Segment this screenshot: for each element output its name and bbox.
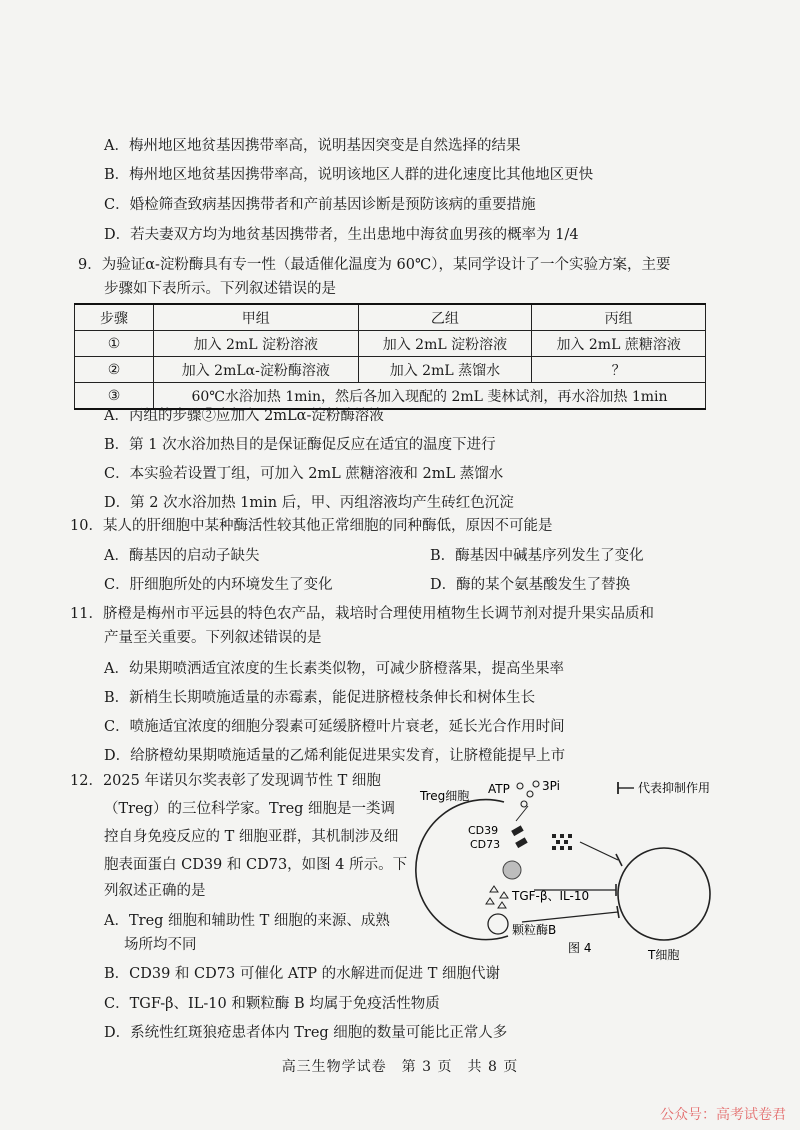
inhibit-arrow-3: [522, 912, 618, 922]
cd39-protein: [511, 825, 524, 836]
q10-option-d: D．酶的某个氨基酸发生了替换: [430, 577, 631, 593]
t-cell: [618, 848, 710, 940]
table-cell: 加入 2mL 淀粉溶液: [358, 331, 532, 357]
table-header: 甲组: [154, 304, 359, 331]
q10-option-b: B．酶基因中碱基序列发生了变化: [430, 548, 644, 564]
q12-stem-line2: （Treg）的三位科学家。Treg 细胞是一类调: [104, 801, 396, 817]
page-footer: 高三生物学试卷 第 3 页 共 8 页: [281, 1059, 519, 1075]
q12-option-d: D．系统性红斑狼疮患者体内 Treg 细胞的数量可能比正常人多: [104, 1025, 508, 1041]
table-cell: ③: [75, 383, 154, 410]
table-cell: ①: [75, 331, 154, 357]
q12-option-a-line2: 场所均不同: [124, 937, 197, 953]
q12-option-a-line1: A．Treg 细胞和辅助性 T 细胞的来源、成熟: [104, 913, 390, 929]
table-cell: 加入 2mL 淀粉溶液: [154, 331, 359, 357]
q11-option-c: C．喷施适宜浓度的细胞分裂素可延缓脐橙叶片衰老，延长光合作用时间: [104, 719, 565, 735]
legend-label: 代表抑制作用: [638, 781, 711, 795]
q11-option-d: D．给脐橙幼果期喷施适量的乙烯利能促进果实发育，让脐橙能提早上市: [104, 748, 566, 764]
figure-caption: 图 4: [568, 941, 592, 955]
q9-stem-line2: 步骤如下表所示。下列叙述错误的是: [104, 281, 336, 297]
table-cell-merged: 60℃水浴加热 1min，然后各加入现配的 2mL 斐林试剂，再水浴加热 1min: [154, 383, 706, 410]
q8-option-c: C．婚检筛查致病基因携带者和产前基因诊断是预防该病的重要措施: [104, 197, 536, 213]
treg-label: Treg细胞: [420, 789, 470, 803]
table-cell: ？: [532, 357, 706, 383]
adenosine-squares: [552, 834, 572, 850]
q9-option-b: B．第 1 次水浴加热目的是保证酶促反应在适宜的温度下进行: [104, 437, 496, 453]
q9-stem-line1: 9．为验证α-淀粉酶具有专一性（最适催化温度为 60℃），某同学设计了一个实验方案，主要: [78, 257, 671, 273]
secretory-vesicle: [503, 861, 521, 879]
table-cell: 加入 2mL 蒸馏水: [358, 357, 532, 383]
q10-option-a: A．酶基因的启动子缺失: [104, 548, 260, 564]
q12-option-b: B．CD39 和 CD73 可催化 ATP 的水解进而促进 T 细胞代谢: [104, 966, 501, 982]
q12-option-c: C．TGF-β、IL-10 和颗粒酶 B 均属于免疫活性物质: [104, 996, 440, 1012]
table-header: 乙组: [358, 304, 532, 331]
tgf-label: TGF-β、IL-10: [512, 889, 590, 903]
cd73-protein: [515, 837, 528, 848]
pi-bubbles: [517, 781, 539, 807]
q9-steps-table: [74, 303, 706, 410]
watermark-text: 公众号：高考试卷君: [660, 1107, 786, 1123]
table-cell: 加入 2mLα-淀粉酶溶液: [154, 357, 359, 383]
q12-stem-line5: 列叙述正确的是: [104, 883, 206, 899]
pi-label: 3Pi: [542, 779, 560, 793]
figure-4-diagram: [412, 776, 732, 966]
cd39-label: CD39: [468, 824, 499, 837]
q12-stem-line1: 12．2025 年诺贝尔奖表彰了发现调节性 T 细胞: [70, 773, 381, 789]
atp-arrow: [516, 806, 528, 821]
granule-vesicle: [488, 914, 508, 934]
q9-option-a: A．丙组的步骤②应加入 2mLα-淀粉酶溶液: [104, 408, 384, 424]
q11-option-b: B．新梢生长期喷施适量的赤霉素，能促进脐橙枝条伸长和树体生长: [104, 690, 536, 706]
q8-option-b: B．梅州地区地贫基因携带率高，说明该地区人群的进化速度比其他地区更快: [104, 167, 594, 183]
inhibit-arrow-1: [580, 842, 618, 860]
table-header: 丙组: [532, 304, 706, 331]
cd73-label: CD73: [470, 838, 501, 851]
q10-stem: 10．某人的肝细胞中某种酶活性较其他正常细胞的同种酶低，原因不可能是: [70, 518, 553, 534]
q8-option-a: A．梅州地区地贫基因携带率高，说明基因突变是自然选择的结果: [104, 138, 521, 154]
tcell-label: T细胞: [648, 948, 680, 962]
q11-stem-line1: 11．脐橙是梅州市平远县的特色农产品，栽培时合理使用植物生长调节剂对提升果实品质和: [70, 606, 654, 622]
q11-option-a: A．幼果期喷洒适宜浓度的生长素类似物，可减少脐橙落果，提高坐果率: [104, 661, 564, 677]
q9-option-d: D．第 2 次水浴加热 1min 后，甲、丙组溶液均产生砖红色沉淀: [104, 495, 514, 511]
granzyme-label: 颗粒酶B: [512, 923, 557, 937]
q10-option-c: C．肝细胞所处的内环境发生了变化: [104, 577, 333, 593]
q11-stem-line2: 产量至关重要。下列叙述错误的是: [104, 630, 322, 646]
q9-option-c: C．本实验若设置丁组，可加入 2mL 蔗糖溶液和 2mL 蒸馏水: [104, 466, 504, 482]
q12-stem-line3: 控自身免疫反应的 T 细胞亚群，其机制涉及细: [104, 829, 399, 845]
table-cell: ②: [75, 357, 154, 383]
q12-stem-line4: 胞表面蛋白 CD39 和 CD73，如图 4 所示。下: [104, 857, 408, 873]
table-header: 步骤: [75, 304, 154, 331]
q8-option-d: D．若夫妻双方均为地贫基因携带者，生出患地中海贫血男孩的概率为 1/4: [104, 227, 579, 243]
granzyme-triangles: [486, 886, 508, 908]
table-cell: 加入 2mL 蔗糖溶液: [532, 331, 706, 357]
atp-label: ATP: [488, 782, 510, 796]
